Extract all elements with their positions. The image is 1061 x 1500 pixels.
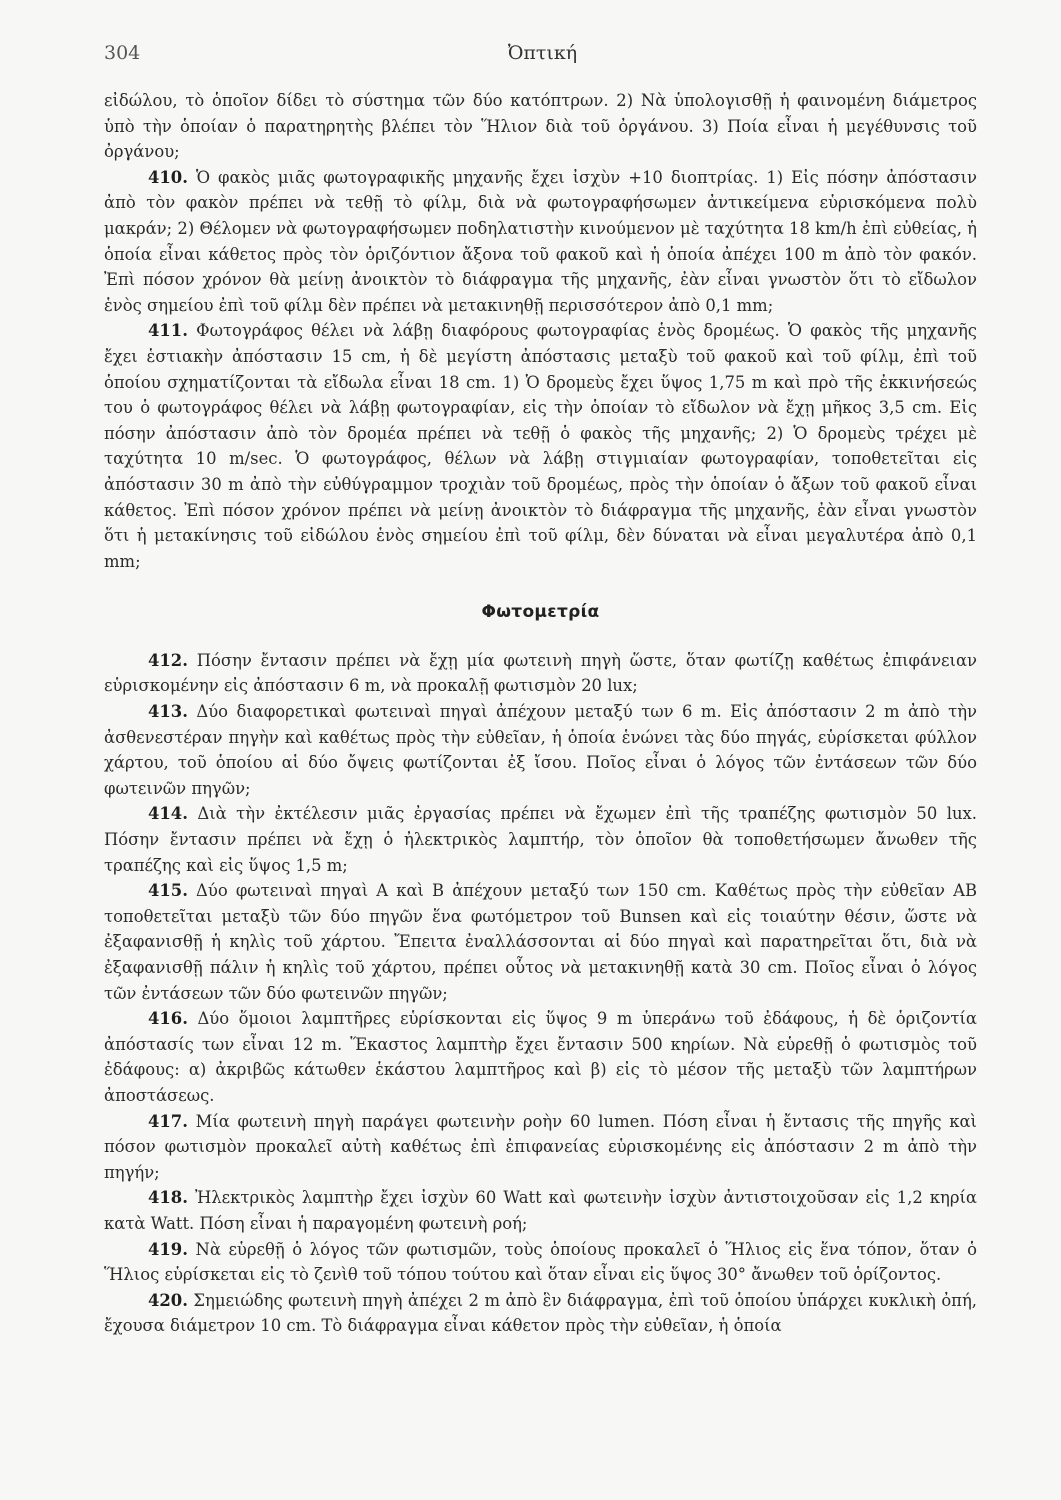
problem-417 [104,1109,977,1186]
problem-419 [104,1237,977,1288]
problem-410 [104,165,977,319]
problem-413 [104,699,977,801]
problem-number: 412. [148,650,188,670]
problem-412 [104,648,977,699]
problem-number: 419. [148,1239,188,1259]
problem-text: Φωτογράφος θέλει νὰ λάβῃ διαφόρους φωτογραφίας ἑνὸς δρομέως. Ὁ φακὸς τῆς μηχανῆς ἔχει ἑστιακὴν ἀπόστασιν 15 cm, ἡ δὲ μεγίστη ἀπόστασις μεταξὺ τοῦ φακοῦ καὶ τοῦ φίλμ, ἐπὶ τοῦ ὁποίου σχηματίζονται τὰ εἴδωλα εἶναι 18 cm. 1) Ὁ δρομεὺς ἔχει ὕψος 1,75 m καὶ πρὸ τῆς ἐκκινήσεώς του ὁ φωτογράφος θέλει νὰ λάβῃ φωτογραφίαν, εἰς τὴν ὁποίαν τὸ εἴδωλον νὰ ἔχῃ μῆκος 3,5 cm. Εἰς πόσην ἀπόστασιν ἀπὸ τὸν δρομέα πρέπει νὰ τεθῇ ὁ φακὸς τῆς μηχανῆς; 2) Ὁ δρομεὺς τρέχει μὲ ταχύτητα 10 m/sec. Ὁ φωτογράφος, θέλων νὰ λάβῃ στιγμιαίαν φωτογραφίαν, τοποθετεῖται εἰς ἀπόστασιν 30 m ἀπὸ τὴν εὐθύγραμμον τροχιὰν τοῦ δρομέως, πρὸς τὴν ὁποίαν ὁ ἄξων τοῦ φακοῦ εἶναι κάθετος. Ἐπὶ πόσον χρόνον πρέπει νὰ μείνῃ ἀνοικτὸν τὸ διάφραγμα τῆς μηχανῆς, ἐὰν εἶναι γνωστὸν ὅτι ἡ μετακίνησις τοῦ εἰδώλου ἑνὸς σημείου ἐπὶ τοῦ φίλμ, δὲν δύναται νὰ εἶναι μεγαλυτέρα ἀπὸ 0,1 mm; [104,321,977,571]
problem-number: 418. [148,1188,188,1208]
problem-415 [104,878,977,1006]
problem-414 [104,801,977,878]
problem-418 [104,1185,977,1236]
problem-411 [104,318,977,574]
section-title: Φωτομετρία [481,602,600,623]
problem-number: 413. [148,702,188,722]
problem-text: Σημειώδης φωτεινὴ πηγὴ ἀπέχει 2 m ἀπὸ ἓν διάφραγμα, ἐπὶ τοῦ ὁποίου ὑπάρχει κυκλικὴ ὀπή, ἔχουσα διάμετρον 10 cm. Τὸ διάφραγμα εἶναι κάθετον πρὸς τὴν εὐθεῖαν, ἡ ὁποία [104,1290,977,1336]
problem-number: 411. [148,321,188,341]
problem-number: 416. [148,1009,188,1029]
problem-text: Δύο ὅμοιοι λαμπτῆρες εὑρίσκονται εἰς ὕψος 9 m ὑπεράνω τοῦ ἐδάφους, ἡ δὲ ὁριζοντία ἀπόστασίς των εἶναι 12 m. Ἕκαστος λαμπτὴρ ἔχει ἔντασιν 500 κηρίων. Νὰ εὑρεθῇ ὁ φωτισμὸς τοῦ ἐδάφους: α) ἀκριβῶς κάτωθεν ἑκάστου λαμπτῆρος καὶ β) εἰς τὸ μέσον τῆς μεταξὺ τῶν λαμπτήρων ἀποστάσεως. [104,1009,977,1105]
body-text [104,88,977,1339]
problem-text: Διὰ τὴν ἐκτέλεσιν μιᾶς ἐργασίας πρέπει νὰ ἔχωμεν ἐπὶ τῆς τραπέζης φωτισμὸν 50 lux. Πόσην ἔντασιν πρέπει νὰ ἔχῃ ὁ ἠλεκτρικὸς λαμπτήρ, τὸν ὁποῖον θὰ τοποθετήσωμεν ἄνωθεν τῆς τραπέζης καὶ εἰς ὕψος 1,5 m; [104,804,977,875]
problem-text: Δύο φωτειναὶ πηγαὶ Α καὶ Β ἀπέχουν μεταξύ των 150 cm. Καθέτως πρὸς τὴν εὐθεῖαν ΑΒ τοποθετεῖται μεταξὺ τῶν δύο πηγῶν ἕνα φωτόμετρον τοῦ Bunsen καὶ εἰς τοιαύτην θέσιν, ὥστε νὰ ἐξαφανισθῇ ἡ κηλὶς τοῦ χάρτου. Ἔπειτα ἐναλλάσσονται αἱ δύο πηγαὶ καὶ παρατηρεῖται ὅτι, διὰ νὰ ἐξαφανισθῇ πάλιν ἡ κηλὶς τοῦ χάρτου, πρέπει οὗτος νὰ μετακινηθῇ κατὰ 30 cm. Ποῖος εἶναι ὁ λόγος τῶν ἐντάσεων τῶν δύο φωτεινῶν πηγῶν; [104,881,977,1003]
problem-text: Ἠλεκτρικὸς λαμπτὴρ ἔχει ἰσχὺν 60 Watt καὶ φωτεινὴν ἰσχὺν ἀντιστοιχοῦσαν εἰς 1,2 κηρία κατὰ Watt. Πόση εἶναι ἡ παραγομένη φωτεινὴ ροή; [104,1188,977,1233]
problem-text: Δύο διαφορετικαὶ φωτειναὶ πηγαὶ ἀπέχουν μεταξύ των 6 m. Εἰς ἀπόστασιν 2 m ἀπὸ τὴν ἀσθενεστέραν πηγὴν καὶ καθέτως πρὸς τὴν εὐθεῖαν, ἡ ὁποία ἑνώνει τὰς δύο πηγάς, εὑρίσκεται φύλλον χάρτου, τοῦ ὁποίου αἱ δύο ὄψεις φωτίζονται ἐξ ἴσου. Ποῖος εἶναι ὁ λόγος τῶν ἐντάσεων τῶν δύο φωτεινῶν πηγῶν; [104,702,977,798]
problem-text: Νὰ εὑρεθῇ ὁ λόγος τῶν φωτισμῶν, τοὺς ὁποίους προκαλεῖ ὁ Ἥλιος εἰς ἕνα τόπον, ὅταν ὁ Ἥλιος εὑρίσκεται εἰς τὸ ζενὶθ τοῦ τόπου τούτου καὶ ὅταν εἶναι εἰς ὕψος 30° ἄνωθεν τοῦ ὁρίζοντος. [104,1239,978,1285]
problem-number: 415. [148,881,188,901]
problem-text: Πόσην ἔντασιν πρέπει νὰ ἔχῃ μία φωτεινὴ πηγὴ ὥστε, ὅταν φωτίζῃ καθέτως ἐπιφάνειαν εὑρισκομένην εἰς ἀπόστασιν 6 m, νὰ προκαλῇ φωτισμὸν 20 lux; [104,650,977,696]
continued-paragraph: εἰδώλου, τὸ ὁποῖον δίδει τὸ σύστημα τῶν δύο κατόπτρων. 2) Νὰ ὑπολογισθῇ ἡ φαινομένη διάμετρος ὑπὸ τὴν ὁποίαν ὁ παρατηρητὴς βλέπει τὸν Ἥλιον διὰ τοῦ ὀργάνου. 3) Ποία εἶναι ἡ μεγέθυνσις τοῦ ὀργάνου; [104,91,977,162]
problem-number: 420. [148,1290,188,1310]
problem-text: Ὁ φακὸς μιᾶς φωτογραφικῆς μηχανῆς ἔχει ἰσχὺν +10 διοπτρίας. 1) Εἰς πόσην ἀπόστασιν ἀπὸ τὸν φακὸν πρέπει νὰ τεθῇ τὸ φίλμ, διὰ νὰ φωτογραφήσωμεν ἀντικείμενα εὑρισκόμενα πολὺ μακράν; 2) Θέλομεν νὰ φωτογραφήσωμεν ποδηλατιστὴν κινούμενον μὲ ταχύτητα 18 km/h ἐπὶ εὐθείας, ἡ ὁποία εἶναι κάθετος πρὸς τὸν ὁριζόντιον ἄξονα τοῦ φακοῦ καὶ ἡ ὁποία ἀπέχει 100 m ἀπὸ τὸν φακόν. Ἐπὶ πόσον χρόνον θὰ μείνῃ ἀνοικτὸν τὸ διάφραγμα τῆς μηχανῆς, ἐὰν εἶναι γνωστὸν ὅτι τὸ εἴδωλον ἑνὸς σημείου ἐπὶ τοῦ φίλμ δὲν πρέπει νὰ μετακινηθῇ περισσότερον ἀπὸ 0,1 mm; [104,167,977,315]
problem-text: Μία φωτεινὴ πηγὴ παράγει φωτεινὴν ροὴν 60 lumen. Πόση εἶναι ἡ ἔντασις τῆς πηγῆς καὶ πόσον φωτισμὸν προκαλεῖ αὐτὴ καθέτως ἐπὶ ἐπιφανείας εὑρισκομένης εἰς ἀπόστασιν 2 m ἀπὸ τὴν πηγήν; [104,1111,977,1182]
problem-420 [104,1288,977,1339]
page-number: 304 [104,42,141,64]
problem-number: 414. [148,804,188,824]
running-title: Ὀπτική [507,42,578,64]
page-header [104,42,981,72]
problem-number: 410. [148,167,188,187]
problem-416 [104,1006,977,1108]
problem-number: 417. [148,1111,188,1131]
